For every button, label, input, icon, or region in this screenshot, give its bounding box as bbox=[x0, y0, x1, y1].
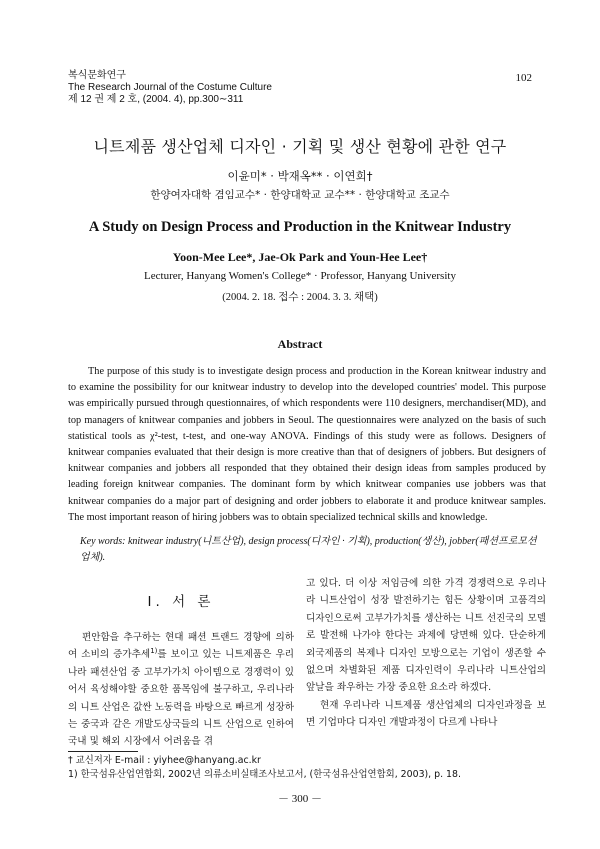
left-column bbox=[68, 575, 294, 751]
journal-name-en: The Research Journal of the Costume Culture bbox=[68, 82, 272, 93]
journal-name-ko: 복식문화연구 bbox=[68, 70, 126, 81]
keywords-label: Key words: bbox=[80, 536, 126, 547]
authors-korean: 이윤미* · 박재옥** · 이연희† bbox=[227, 169, 373, 183]
footnote-divider bbox=[68, 751, 138, 752]
affiliation-korean: 한양여자대학 겸임교수* · 한양대학교 교수** · 한양대학교 조교수 bbox=[150, 189, 450, 201]
footnotes bbox=[68, 754, 546, 782]
left-paragraph bbox=[68, 629, 294, 751]
title-english: A Study on Design Process and Production in the Knitwear Industry bbox=[88, 219, 512, 235]
footnote-ref: 1) bbox=[150, 647, 158, 656]
footnote-1: 1) 한국섬유산업연합회, 2002년 의류소비실태조사보고서, (한국섬유산업연합회, 2003), p. 18. bbox=[68, 769, 461, 780]
right-paragraph-2: 현재 우리나라 니트제품 생산업체의 디자인과정을 보면 기업마다 디자인 개발과정이 다르게 나타나 bbox=[306, 699, 546, 729]
page-footer: － 300 － bbox=[278, 793, 322, 805]
journal-volume: 제 12 권 제 2 호, (2004. 4), pp.300∼311 bbox=[68, 94, 244, 105]
left-paragraph-text-b: 를 보이고 있는 니트제품은 우리나라 패션산업 중 고부가가치 아이템으로 경쟁력이 있어서 육성해야할 중요한 품목임에 불구하고, 우리나라의 니트 산업은 값싼 노동력을 바탕으로 빠르게 성장하는 중국과 같은 개발도상국들의 니트 산업으로 인하여 국내 및 해외 시장에서 어려움을 겪 bbox=[68, 649, 294, 748]
keywords-text: knitwear industry(니트산업), design process(디자인 · 기획), production(생산), jobber(패션프로모션업체). bbox=[80, 536, 537, 563]
footnote-corresponding: † 교신저자 E-mail : yiyhee@hanyang.ac.kr bbox=[68, 755, 261, 766]
abstract-heading: Abstract bbox=[277, 337, 323, 351]
abstract-body: The purpose of this study is to investigate design process and production in the Korean knitwear industry and to examine the possibility for our knitwear industry to develop into the developed countries' model. This purpose was empirically pursued through questionnaires, of which respondents were 110 designers, merchandiser(MD), and top managers of knitwear companies and jobbers in Seoul. The questionnaires were analyzed on the basis of such statistical tools as χ²-test, t-test, and one-way ANOVA. Findings of this study were as follows. Designers of knitwear companies evaluated that their design is more creative than that of designers of jobbers. But designers of knitwear companies and jobbers all responded that they obtained their design ideas from samples produced by leading foreign knitwear companies. The dominant form by which knitwear companies use jobbers was that knitwear companies do a major part of designing and order jobbers to elaborate it and produce knitwear samples. The most important reason of hiring jobbers was to obtain specialized technical skills and knowledge. bbox=[68, 366, 546, 523]
authors-english: Yoon-Mee Lee*, Jae-Ok Park and Youn-Hee Lee† bbox=[172, 250, 428, 264]
left-paragraph-text-a: 편안함을 추구하는 현대 패션 트랜드 경향에 의하여 소비의 증가추세 bbox=[68, 632, 294, 661]
title-korean: 니트제품 생산업체 디자인 · 기획 및 생산 현황에 관한 연구 bbox=[93, 137, 507, 156]
header-page-number: 102 bbox=[515, 72, 532, 84]
journal-info bbox=[68, 70, 272, 106]
right-paragraph-1: 고 있다. 더 이상 저임금에 의한 가격 경쟁력으로 우리나라 니트산업이 성장 발전하기는 힘든 상황이며 고품격의 디자인으로써 고부가가치를 생산하는 니트 선진국의 모델로 발전해 나가야 한다는 과제에 당면해 있다. 단순하게 외국제품의 복제나 디자인 모방으로는 기업이 생존할 수 없으며 차별화된 제품 디자인력이 우리나라 니트산업의 앞날을 좌우하는 가장 중요한 요소라 하겠다. bbox=[306, 578, 546, 694]
section-heading: Ⅰ. 서 론 bbox=[147, 594, 215, 610]
affiliation-english: Lecturer, Hanyang Women's College* · Professor, Hanyang University bbox=[144, 270, 456, 282]
right-column bbox=[306, 575, 546, 732]
keywords bbox=[80, 534, 546, 566]
submission-dates: (2004. 2. 18. 접수 : 2004. 3. 3. 채택) bbox=[222, 292, 378, 303]
